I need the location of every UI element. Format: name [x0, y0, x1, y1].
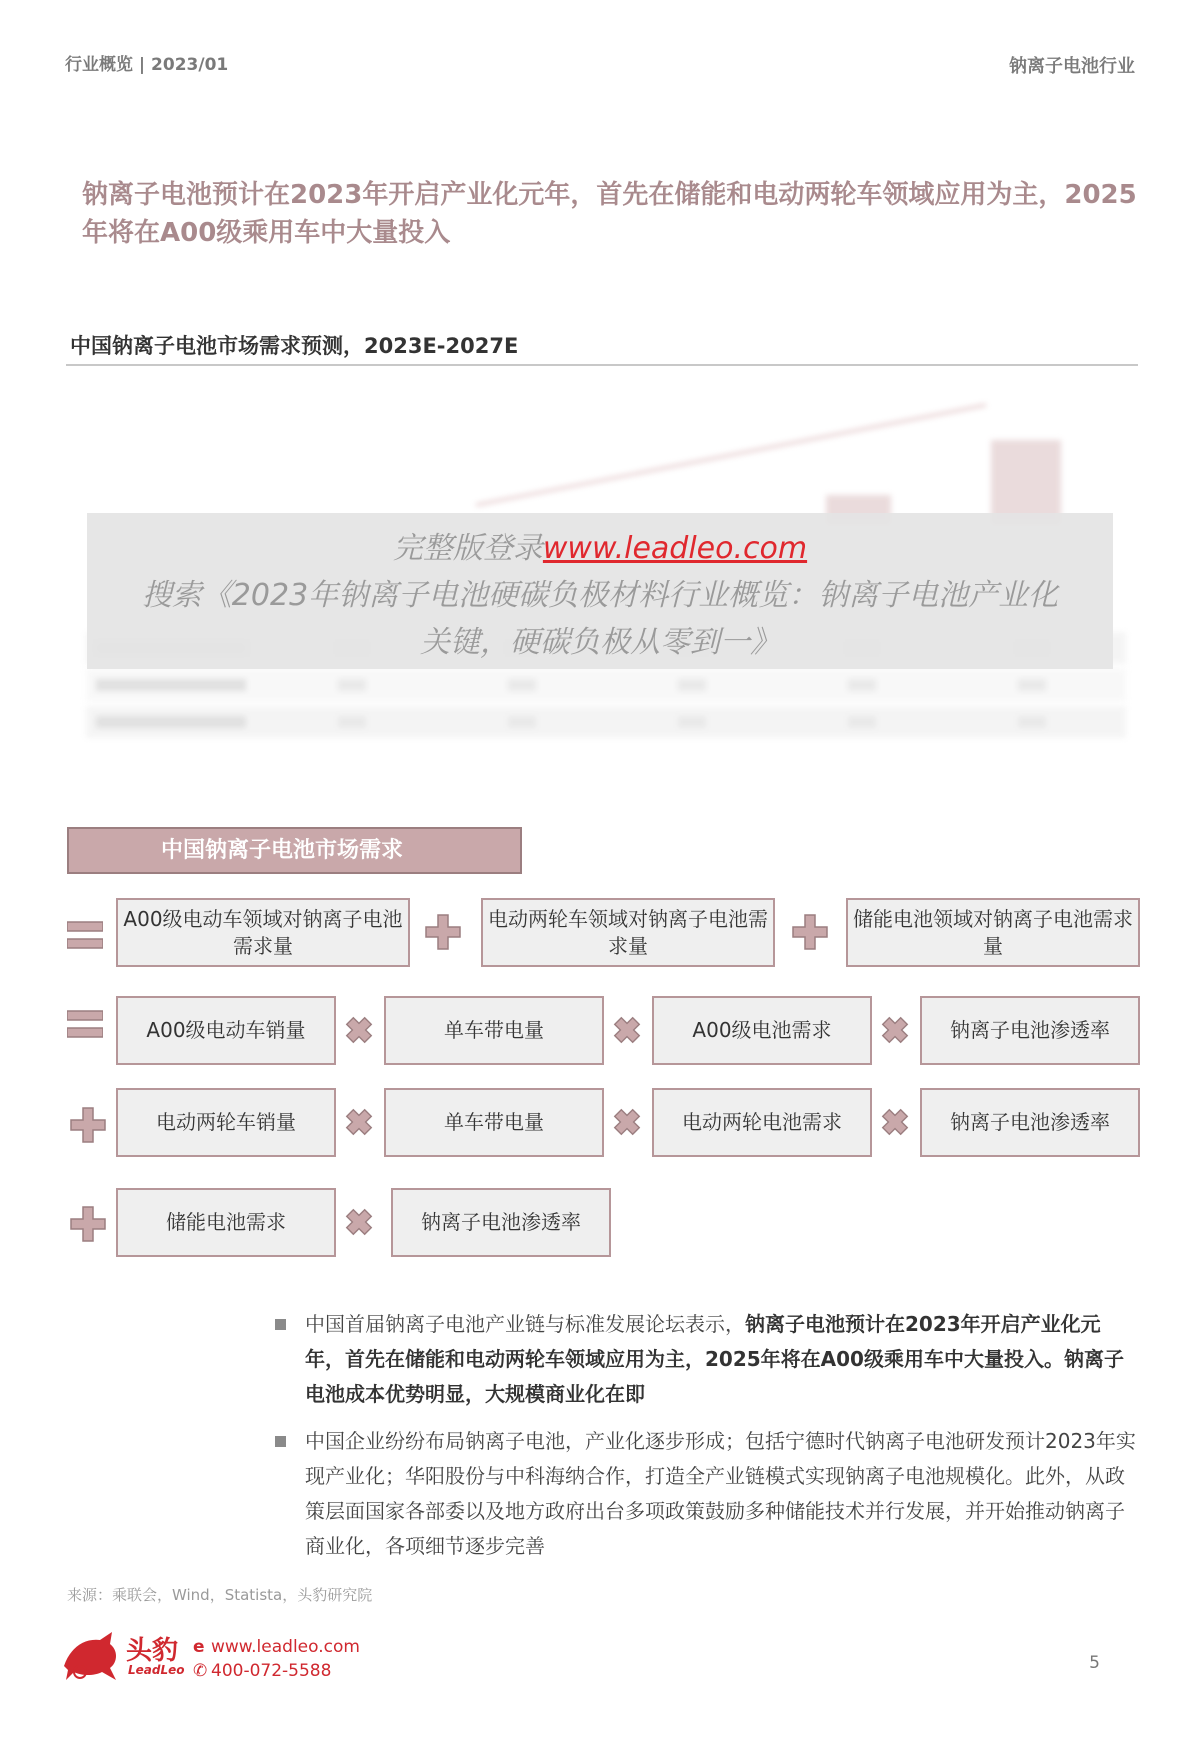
- plus-icon: [792, 914, 828, 950]
- overlay-line-2: 搜索《2023年钠离子电池硬碳负极材料行业概览：钠离子电池产业化: [141, 578, 1059, 613]
- penetration-rate-box: 钠离子电池渗透率: [920, 1088, 1140, 1157]
- leadleo-link[interactable]: www.leadleo.com: [542, 531, 808, 566]
- phone-icon: ✆: [193, 1661, 208, 1681]
- web-icon: e: [193, 1637, 205, 1657]
- plus-icon: [70, 1107, 106, 1143]
- plus-icon: [70, 1206, 106, 1242]
- storage-demand-box: 储能电池领域对钠离子电池需求量: [846, 898, 1140, 967]
- leadleo-logo-icon: [60, 1628, 120, 1684]
- multiply-icon: [610, 1013, 644, 1047]
- bullet-square-icon: [275, 1319, 286, 1330]
- two-wheeler-demand-box: 电动两轮车领域对钠离子电池需求量: [481, 898, 775, 967]
- multiply-icon: [342, 1105, 376, 1139]
- brand-name-cn: 头豹: [126, 1636, 179, 1666]
- bullet-item: 中国首届钠离子电池产业链与标准发展论坛表示，钠离子电池预计在2023年开启产业化元年，首先在储能和电动两轮车领域应用为主，2025年将在A00级乘用车中大量投入。钠离子电池成本优势明显，大规模商业化在即: [275, 1307, 1140, 1412]
- bullet-list: [275, 1307, 1140, 1576]
- bullet-item: 中国企业纷纷布局钠离子电池，产业化逐步形成；包括宁德时代钠离子电池研发预计2023年实现产业化；华阳股份与中科海纳合作，打造全产业链模式实现钠离子电池规模化。此外，从政策层面国家各部委以及地方政府出台多项政策鼓励多种储能技术并行发展，并开始推动钠离子商业化，各项细节逐步完善: [275, 1424, 1140, 1564]
- header-right: 钠离子电池行业: [1009, 56, 1135, 77]
- overlay-line-3: 关键，硬碳负极从零到一》: [420, 625, 780, 660]
- plus-icon: [425, 914, 461, 950]
- multiply-icon: [878, 1013, 912, 1047]
- chart-title-divider: [66, 364, 1138, 366]
- phone-number: 400-072-5588: [211, 1661, 332, 1681]
- multiply-icon: [878, 1105, 912, 1139]
- two-wheeler-sales-box: 电动两轮车销量: [116, 1088, 336, 1157]
- page-number: 5: [1089, 1653, 1100, 1673]
- website-link[interactable]: www.leadleo.com: [211, 1637, 360, 1657]
- per-vehicle-capacity-box: 单车带电量: [384, 996, 604, 1065]
- login-overlay-banner: [87, 513, 1113, 669]
- multiply-icon: [342, 1013, 376, 1047]
- brand-name-en: LeadLeo: [128, 1663, 185, 1677]
- bullet-square-icon: [275, 1436, 286, 1447]
- equals-icon: [67, 1009, 103, 1039]
- overlay-line-1: 完整版登录www.leadleo.com: [392, 531, 808, 566]
- per-vehicle-capacity-box: 单车带电量: [384, 1088, 604, 1157]
- source-note: 来源：乘联会，Wind，Statista，头豹研究院: [67, 1586, 373, 1604]
- contact-info: [193, 1635, 360, 1683]
- storage-battery-demand-box: 储能电池需求: [116, 1188, 336, 1257]
- header-left: 行业概览 | 2023/01: [65, 55, 229, 75]
- two-wheeler-battery-demand-box: 电动两轮电池需求: [652, 1088, 872, 1157]
- multiply-icon: [342, 1205, 376, 1239]
- formula-section-title: 中国钠离子电池市场需求: [67, 827, 522, 874]
- multiply-icon: [610, 1105, 644, 1139]
- penetration-rate-box: 钠离子电池渗透率: [920, 996, 1140, 1065]
- chart-title: 中国钠离子电池市场需求预测，2023E-2027E: [70, 334, 519, 358]
- penetration-rate-box: 钠离子电池渗透率: [391, 1188, 611, 1257]
- page-headline: 钠离子电池预计在2023年开启产业化元年，首先在储能和电动两轮车领域应用为主，2025年将在A00级乘用车中大量投入: [82, 180, 1137, 248]
- a00-sales-box: A00级电动车销量: [116, 996, 336, 1065]
- equals-icon: [67, 920, 103, 950]
- a00-battery-demand-box: A00级电池需求: [652, 996, 872, 1065]
- a00-demand-box: A00级电动车领域对钠离子电池需求量: [116, 898, 410, 967]
